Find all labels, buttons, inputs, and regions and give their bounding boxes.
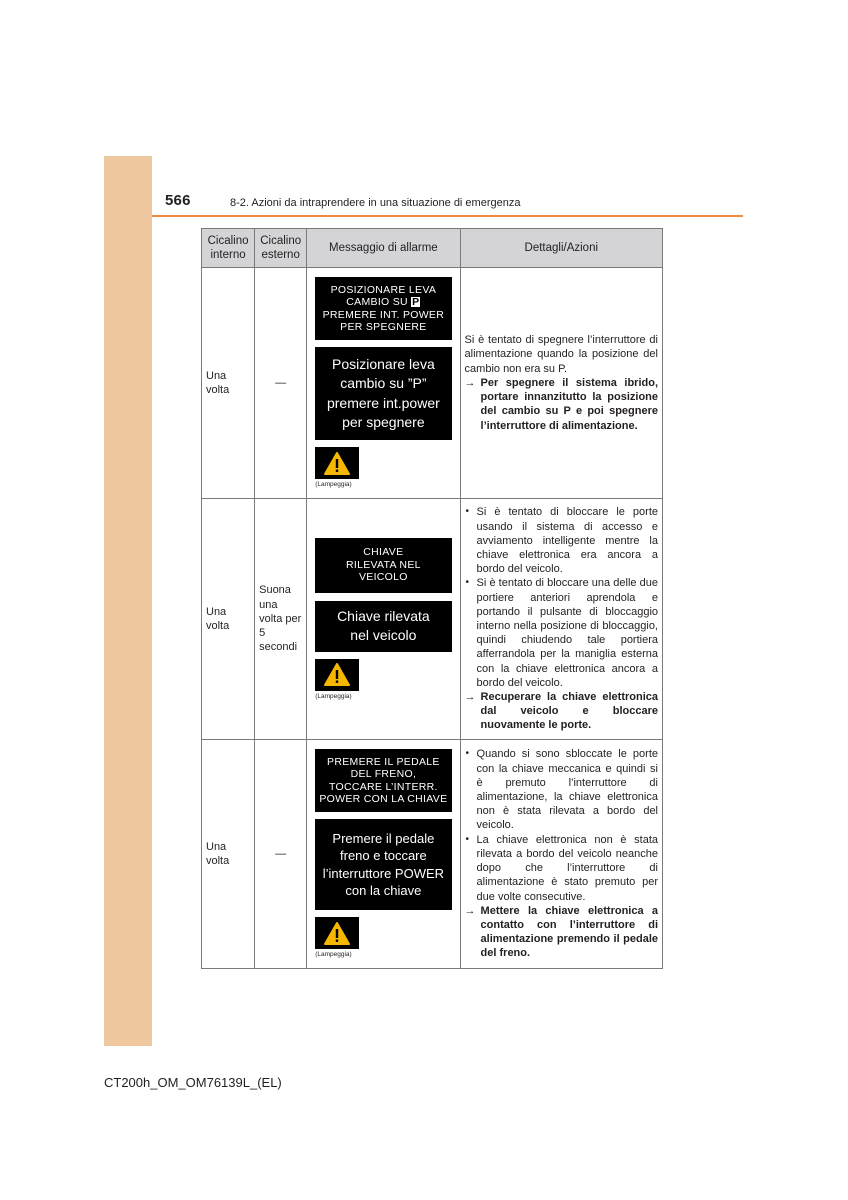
display-message-new <box>315 819 452 910</box>
list-item: • La chiave elettronica non è stata rilevata a bordo del veicolo neanche dopo che l’interruttore di alimentazione è stato premuto per due volte consecutive. <box>465 833 658 904</box>
blink-caption: (Lampeggia) <box>315 951 352 958</box>
warning-indicator <box>315 917 359 959</box>
arrow-right-icon: → <box>464 904 476 917</box>
details-cell <box>460 268 662 499</box>
alarm-message-cell <box>307 268 460 499</box>
display-line: cambio su ”P” <box>340 375 427 391</box>
display-line: CAMBIO SU P <box>346 296 420 309</box>
display-message-old <box>315 277 452 340</box>
section-title: 8-2. Azioni da intraprendere in una situazione di emergenza <box>230 197 521 209</box>
internal-buzzer-cell: Una volta <box>202 740 255 969</box>
display-line: con la chiave <box>345 883 422 898</box>
table-row <box>202 499 663 740</box>
arrow-right-icon: → <box>464 691 476 704</box>
details-bullets <box>465 505 658 690</box>
list-item: • Si è tentato di bloccare una delle due portiere anteriori aprendola e portando il pulsante di bloccaggio interno nella posizione di bloccaggio, quindi chiudendo tale portiera afferrandola per la maniglia esterna con la chiave elettronica ancora a bordo del veicolo. <box>465 576 658 690</box>
display-line: nel veicolo <box>350 627 417 643</box>
display-line: PREMERE INT. POWER <box>322 308 445 321</box>
action-instruction: → Per spegnere il sistema ibrido, portare innanzitutto la posizione del cambio su P e poi spegnere l’interruttore di alimentazione. <box>464 376 658 432</box>
display-message-old <box>315 538 452 593</box>
internal-buzzer-cell: Una volta <box>202 268 255 499</box>
display-line: POSIZIONARE LEVA <box>330 283 437 296</box>
display-line: DEL FRENO, <box>350 768 417 781</box>
external-buzzer-cell: Suona una volta per 5 secondi <box>255 499 307 740</box>
warning-triangle-icon <box>324 452 350 475</box>
details-text: Si è tentato di spegnere l’interruttore di alimentazione quando la posizione del cambio non era su P. <box>464 334 658 375</box>
table-row <box>202 740 663 969</box>
header-internal-buzzer: Cicalino interno <box>202 229 255 268</box>
warning-indicator <box>315 447 359 489</box>
external-buzzer-cell: — <box>255 268 307 499</box>
header-details: Dettagli/Azioni <box>460 229 662 268</box>
display-line: premere int.power <box>326 394 440 411</box>
display-line: l’interruttore POWER <box>322 865 445 881</box>
display-line: POWER CON LA CHIAVE <box>319 792 448 805</box>
display-line: freno e toccare <box>340 848 427 863</box>
warning-triangle-icon <box>324 922 350 945</box>
list-item: • Si è tentato di bloccare le porte usando il sistema di accesso e avviamento intelligente mentre la chiave elettronica era ancora a bordo del veicolo. <box>465 505 658 576</box>
internal-buzzer-cell: Una volta <box>202 499 255 740</box>
display-message-old <box>315 749 452 812</box>
display-message-new <box>315 601 452 652</box>
display-line: Posizionare leva <box>332 355 435 372</box>
display-line: PREMERE IL PEDALE <box>327 755 440 768</box>
p-position-box: P <box>412 296 420 309</box>
header-alarm-message: Messaggio di allarme <box>307 229 460 268</box>
display-line: per spegnere <box>342 414 425 430</box>
details-cell <box>460 499 662 740</box>
action-instruction: → Recuperare la chiave elettronica dal veicolo e bloccare nuovamente le porte. <box>464 691 658 732</box>
document-code: CT200h_OM_OM76139L_(EL) <box>104 1075 282 1090</box>
display-line: VEICOLO <box>358 571 408 584</box>
display-message-new <box>315 347 452 440</box>
alarm-message-cell <box>307 740 460 969</box>
action-instruction: → Mettere la chiave elettronica a contatto con l’interruttore di alimentazione premendo il pedale del freno. <box>464 904 658 960</box>
blink-caption: (Lampeggia) <box>315 481 352 488</box>
header-rule <box>152 215 743 217</box>
warning-triangle-icon <box>324 663 350 686</box>
warning-indicator <box>315 659 359 701</box>
arrow-right-icon: → <box>464 376 476 389</box>
header-external-buzzer: Cicalino esterno <box>255 229 307 268</box>
blink-caption: (Lampeggia) <box>315 692 352 700</box>
chapter-sidebar-tab <box>104 156 152 1046</box>
display-line: RILEVATA NEL <box>345 558 421 571</box>
display-line: PER SPEGNERE <box>340 320 427 333</box>
display-line: CHIAVE <box>363 546 404 559</box>
external-buzzer-cell: — <box>255 740 307 969</box>
display-line: Premere il pedale <box>332 830 435 846</box>
table-header-row <box>202 229 663 268</box>
display-line: TOCCARE L’INTERR. <box>328 780 438 793</box>
details-cell <box>460 740 662 969</box>
page-number: 566 <box>165 192 191 209</box>
alarm-message-cell <box>307 499 460 740</box>
table-row <box>202 268 663 499</box>
alarm-table <box>201 228 663 969</box>
display-line: Chiave rilevata <box>337 607 430 624</box>
details-bullets <box>465 747 658 903</box>
list-item: • Quando si sono sbloccate le porte con la chiave meccanica e quindi si è premuto l’interruttore di alimentazione, la chiave elettronica non è stata rilevata a bordo del veicolo. <box>465 747 658 832</box>
